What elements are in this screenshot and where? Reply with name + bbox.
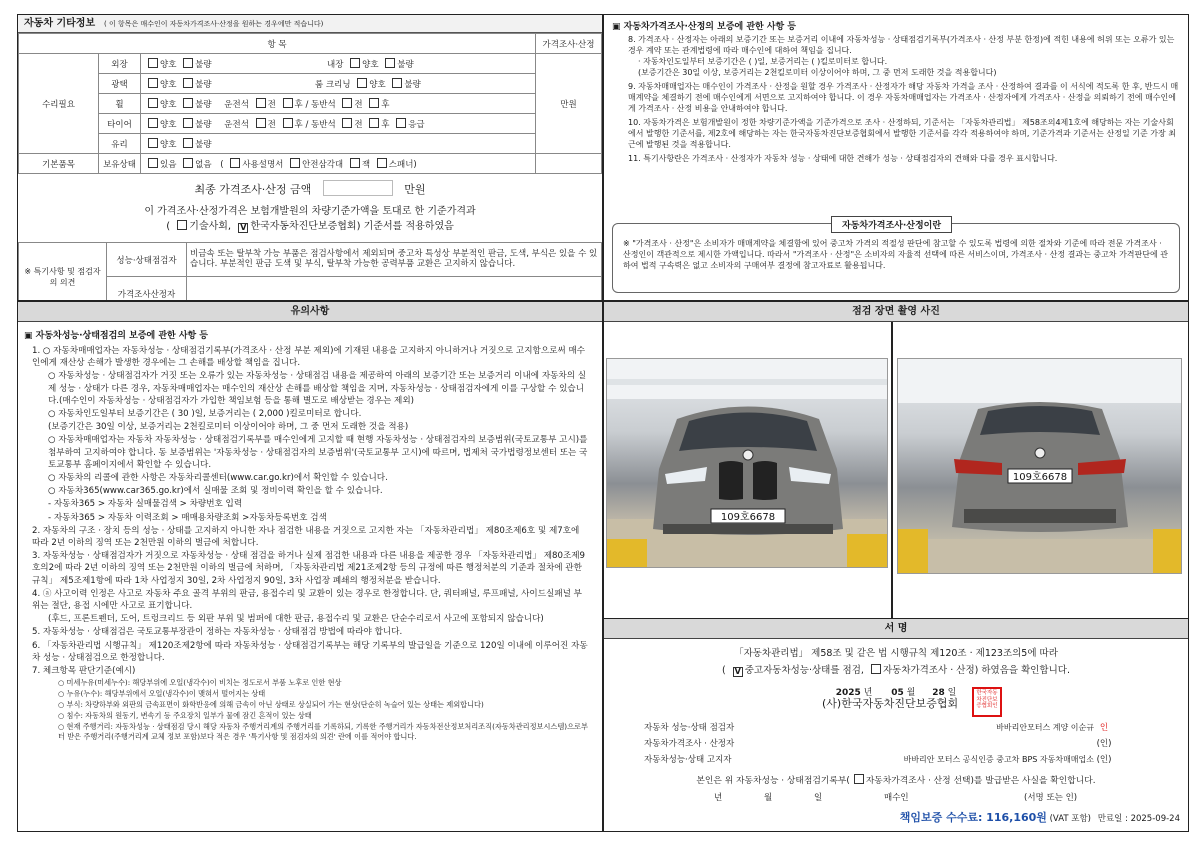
checkbox[interactable] — [396, 118, 406, 128]
price-info-title: 자동차가격조사·산정이란 — [831, 216, 952, 233]
row-glass: 양호 불량 — [141, 134, 536, 154]
checkbox[interactable] — [183, 138, 193, 148]
official-seal: 한국자동차진단보증협회인 — [972, 687, 1002, 717]
checkbox[interactable] — [871, 664, 881, 674]
checkbox[interactable] — [256, 98, 266, 108]
row-label-glass: 유리 — [99, 134, 141, 154]
note-item: 1. ○ 자동차매매업자는 자동차성능 · 상태점검기록부(가격조사 · 산정 부분 제외)에 기재된 내용을 고지하지 아니하거나 거짓으로 고지함으로써 매수인에게 재산상 손해가 발생한 경우에는 그 손해를 배상할 책임을 집니다. — [32, 346, 586, 369]
checkbox[interactable] — [148, 58, 158, 68]
checkbox[interactable] — [183, 58, 193, 68]
standard-line-1: 이 가격조사·산정가격은 보험개발원의 차량기준가액을 토대로 한 기준가격과 — [144, 206, 476, 217]
section-title: 자동차 기타정보 — [24, 18, 96, 29]
section-note: ( 이 항목은 매수인이 자동차가격조사·산정을 원하는 경우에만 적습니다) — [103, 20, 324, 28]
checkbox[interactable] — [148, 78, 158, 88]
para-8b: · 자동차인도일부터 보증기간은 ( )일, 보증거리는 ( )킬로미터로 합니다. — [638, 57, 888, 66]
checkbox[interactable] — [148, 138, 158, 148]
fee-label: 책임보증 수수료: 116,160원 — [899, 811, 1047, 824]
row-tire: 양호 불량 운전석 전 후 / 동반석 전 후 응급 — [141, 114, 536, 134]
note-item: ○ 자동차365(www.car365.go.kr)에서 실매물 조회 및 정비이력 확인을 할 수 있습니다. — [48, 486, 383, 497]
row-label-interior: 내장 — [326, 59, 344, 70]
special-notes-table — [18, 242, 602, 300]
photo-sign-panel — [604, 302, 1188, 831]
receipt-line: 본인은 위 자동차성능 · 상태점검기록부( 자동차가격조사 · 산정 선택)를 발급받은 사실을 확인합니다. — [696, 776, 1096, 786]
checkbox[interactable] — [177, 220, 187, 230]
fee-row: 책임보증 수수료: 116,160원 (VAT 포함) 만료일 : 2025-09-24 — [899, 811, 1180, 824]
para-10: 10. 자동차가격은 보험개발원이 정한 차량기준가액을 기준가격으로 조사 · 산정하되, 기준서는 「자동차관리법」 제58조의4제1호에 해당하는 자는 기술사회에서 발행한 기준서를, 제2호에 해당하는 자는 한국자동차진단보증협회에서 발행한 기준서를 각각 적용하여야 하며, 기준가격과 기준서는 산정일 기준 가장 최근에 발행된 것을 적용합니다. — [628, 118, 1176, 149]
note-item: - 자동차365 > 자동차 이력조회 > 매매용차량조회 >자동차등록번호 검색 — [48, 512, 327, 523]
checkbox[interactable] — [183, 78, 193, 88]
note-item: - 자동차365 > 자동차 실매물검색 > 차량번호 입력 — [48, 499, 243, 510]
notes-title: 유의사항 — [18, 302, 602, 322]
checkbox[interactable] — [357, 78, 367, 88]
price-unit: 만원 — [536, 54, 602, 154]
law-line: 「자동차관리법」 제58조 및 같은 법 시행규칙 제120조 · 제123조의5에 따라 — [734, 648, 1058, 659]
signer-rows — [644, 719, 1164, 767]
buyer-sign: (서명 또는 인) — [1024, 793, 1078, 803]
criteria-item: ○ 부식: 차량하부와 외판의 금속표면이 화학반응에 의해 금속이 아닌 상태로 상실되어 가는 현상(단순히 녹슬어 있는 상태는 제외합니다) — [58, 700, 484, 710]
repair-label: 수리필요 — [19, 54, 99, 154]
note-item: ○ 자동차성능 · 상태점검자가 거짓 또는 오류가 있는 자동차성능 · 상태점검 내용을 제공하여 아래의 보증기간 또는 보증거리 이내에 자동차의 실제 성능 · 상태가 다른 경우, 자동차매매업자는 매수인의 재산상 손해를 배상할 책임을 지며, 자동차성능 · 상태점검자에게 이를 구상할 수 있습니다.(매수인이 자동차성능 · 상태점검자가 가입한 책임보험 등을 통해 별도로 배상받는 경우는 제외) — [48, 371, 587, 406]
note-item: 3. 자동차성능 · 상태점검자가 거짓으로 자동차성능 · 상태 점검을 하거나 실제 점검한 내용과 다른 내용을 제공한 경우 「자동차관리법」 제80조제9호의2에 따라 2년 이하의 징역 또는 2천만원 이하의 벌금에 처하며, 「자동차관리법 제21조제2항 등의 규정에 따른 행정처분의 기준과 절차에 관한 규칙」 제5조제1항에 따라 1차 사업정지 30일, 2차 사업정지 90일, 3차 사업장 폐쇄의 행정처분을 받습니다. — [32, 551, 586, 586]
role-2-seal: (인) — [1096, 739, 1112, 749]
final-price-unit: 만원 — [404, 183, 426, 196]
final-price-input[interactable] — [323, 180, 393, 196]
other-info-table — [18, 33, 602, 174]
checkbox[interactable] — [283, 118, 293, 128]
row-wheel: 양호 불량 운전석 전 후 / 동반석 전 후 — [141, 94, 536, 114]
photo-title: 점검 장면 촬영 사진 — [604, 302, 1188, 322]
note-item: 7. 체크항목 판단기준(예시) — [32, 666, 136, 677]
checkbox[interactable] — [385, 58, 395, 68]
notes-list — [18, 341, 602, 677]
checkbox[interactable] — [377, 158, 387, 168]
col-price-header: 가격조사·산정 — [536, 34, 602, 54]
role-1-label: 자동차 성능·상태 점검자 — [644, 723, 735, 733]
checkbox[interactable] — [183, 158, 193, 168]
row-basic-items: 있음 없음 ( 사용설명서 안전삼각대 잭 스패너) — [141, 154, 536, 174]
checkbox[interactable] — [183, 118, 193, 128]
checkbox[interactable] — [342, 118, 352, 128]
criteria-item: ○ 현재 주행거리: 자동차성능 · 상태점검 당시 해당 자동차 주행거리계의 주행거리를 기록하되, 기록한 주행거리가 자동차전산정보처리조직(자동차관리정보시스템)으로부터 받은 주행거리(주행거리계 교체 정보 포함)보다 적은 경우 '특기사항 및 점검자의 의견' 란에 이를 적어야 합니다. — [58, 722, 588, 742]
checkbox-checked[interactable]: V — [240, 223, 247, 232]
rear-car-image — [898, 359, 1182, 574]
basic-items-label: 기본품목 — [19, 154, 99, 174]
buyer-row: 년 월 일 매수인 (서명 또는 인) — [714, 793, 1078, 803]
para-8: 8. 가격조사 · 산정자는 아래의 보증기간 또는 보증거리 이내에 자동차성능 · 상태점검기록부(가격조사 · 산정 부분 한정)에 적힌 내용에 허위 또는 오류가 있는 경우 계약 또는 관계법령에 따라 매수인에 대하여 책임을 집니다. — [628, 35, 1175, 55]
rear-plate: 109호6678 — [1012, 472, 1068, 483]
row-label-exterior: 외장 — [99, 54, 141, 74]
price-warranty-panel — [604, 15, 1188, 300]
para-9: 9. 자동차매매업자는 매수인이 가격조사 · 산정을 원할 경우 가격조사 · 산정자가 해당 자동차 가격을 조사 · 산정하여 결과를 이 서식에 적도록 한 후, 반드시 매매계약을 체결하기 전에 매수인에게 서면으로 고지하여야 합니다. 이 경우 자동차매매업자는 가격조사 · 산정자에게 가격조사 · 산정을 의뢰하기 전에 매수인에게 가격조사 · 산정 비용을 안내하여야 합니다. — [628, 82, 1179, 113]
notes-heading: ▣ 자동차성능·상태점검의 보증에 관한 사항 등 — [24, 331, 209, 341]
note-item: 5. 자동차성능 · 상태점검은 국토교통부장관이 정하는 자동차성능 · 상태점검 방법에 따라야 합니다. — [32, 627, 403, 638]
row-label-gloss: 광택 — [99, 74, 141, 94]
buyer-label: 매수인 — [884, 793, 909, 803]
role-3-label: 자동차성능·상태 고지자 — [644, 755, 732, 765]
checkbox[interactable] — [350, 58, 360, 68]
role-3-value: 바바리안 모터스 공식인증 중고차 BPS 자동차매매업소 — [903, 754, 1094, 764]
price-info-box — [612, 223, 1180, 293]
row-label-room: 룸 크리닝 — [314, 79, 351, 90]
note-item: ○ 자동차매매업자는 자동차 자동차성능 · 상태점검기록부를 매수인에게 고지할 때 현행 자동차성능 · 상태점검자의 보증범위(국토교통부 고시)를 첨부하여 고지하여야 합니다. 동 보증범위는 '자동차성능 · 상태점검자의 보증범위'(국토교통부 고시)에 따르며, 법제처 국가법령정보센터 또는 국토교통부 홈페이지에서 확인할 수 있습니다. — [48, 435, 588, 470]
signature-section — [604, 618, 1188, 831]
final-price-label: 최종 가격조사·산정 금액 — [194, 183, 312, 196]
checkbox[interactable] — [350, 158, 360, 168]
notes-panel — [18, 302, 602, 831]
role-3-seal: (인) — [1096, 755, 1112, 765]
note-item: ○ 자동차의 리콜에 관한 사항은 자동차리콜센터(www.car.go.kr)에서 확인할 수 있습니다. — [48, 473, 388, 484]
expire-date: 만료일 : 2025-09-24 — [1097, 814, 1180, 824]
confirm-line: ( V 중고자동차성능·상태를 점검, 자동차가격조사 · 산정) 하였음을 확인합니다. — [722, 665, 1070, 676]
standard-line-2: ( 기술사회, V 한국자동차진단보증협회) 기준서를 적용하였음 — [166, 221, 454, 232]
checkbox[interactable] — [148, 118, 158, 128]
checkbox-checked[interactable]: V — [734, 667, 741, 676]
checkbox[interactable] — [854, 774, 864, 784]
rear-photo — [897, 358, 1182, 574]
price-heading: ▣ 자동차가격조사·산정의 보증에 관한 사항 등 — [612, 22, 797, 32]
inspector-perf-text: 비금속 또는 탈부착 가능 부품은 점검사항에서 제외되며 중고차 특성상 부분적인 판금, 도색, 부식은 있을 수 있습니다. 부분적인 판금 도색 및 부식, 탈부착 가능한 공력부품 교환은 고지하지 않습니다. — [187, 243, 602, 277]
note-item: 2. 자동차의 구조 · 장치 등의 성능 · 상태를 고지하지 아니한 자나 점검한 내용을 거짓으로 고지한 자는 「자동차관리법」 제80조제6호 및 제7호에 따라 2년 이하의 징역 또는 2천만원 이하의 벌금에 처합니다. — [32, 525, 580, 549]
sign-title: 서 명 — [604, 619, 1188, 639]
criteria-item: ○ 누유(누수): 해당부위에서 오일(냉각수)이 맺혀서 떨어지는 상태 — [58, 689, 266, 699]
col-item-header: 항 목 — [19, 34, 536, 54]
checkbox[interactable] — [290, 158, 300, 168]
role-1-value: 바바리안모터스 계양 이순규 — [996, 722, 1094, 732]
front-photo — [606, 358, 888, 568]
role-1-seal: 인 — [1099, 723, 1109, 733]
checkbox[interactable] — [148, 158, 158, 168]
checkbox[interactable] — [392, 78, 402, 88]
inspector-price-label: 가격조사산정자 — [107, 277, 187, 301]
note-item: (보증기간은 30일 이상, 보증거리는 2천킬로미터 이상이어야 하며, 그 중 먼저 도래한 것을 적용) — [48, 422, 409, 433]
criteria-list — [18, 678, 602, 742]
special-label: ※ 특기사항 및 점검자의 의견 — [19, 243, 107, 301]
checkbox[interactable] — [148, 98, 158, 108]
para-8c: (보증기간은 30일 이상, 보증거리는 2천킬로미터 이상이어야 하며, 그 중 먼저 도래한 것을 적용합니다) — [638, 68, 997, 77]
row-label-wheel: 휠 — [99, 94, 141, 114]
checkbox[interactable] — [369, 118, 379, 128]
row-gloss: 양호 불량 룸 크리닝 양호 불량 — [141, 74, 536, 94]
checkbox[interactable] — [230, 158, 240, 168]
note-item: 4. ⓐ 사고이력 인정은 사고로 자동차 주요 골격 부위의 판금, 용접수리 및 교환이 있는 경우로 한정합니다. 단, 쿼터패널, 루프패널, 사이드실패널 부위는 절단, 용접 시에만 사고로 표기합니다. — [32, 588, 582, 612]
row-exterior: 양호 불량 내장 양호 불량 — [141, 54, 536, 74]
role-2-label: 자동차가격조사 · 산정자 — [644, 739, 735, 749]
note-item: (후드, 프론트펜더, 도어, 트렁크리드 등 외판 부위 및 범퍼에 대한 판금, 용접수리 및 교환은 단순수리로서 사고에 포함되지 않습니다) — [48, 614, 544, 625]
checkbox[interactable] — [369, 98, 379, 108]
inspector-perf-label: 성능·상태점검자 — [107, 243, 187, 277]
checkbox[interactable] — [342, 98, 352, 108]
org-name: (사)한국자동차진단보증협회 — [822, 697, 959, 710]
criteria-item: ○ 미세누유(미세누수): 해당부위에 오일(냉각수)이 비치는 정도로서 부품 노후로 인한 현상 — [58, 678, 342, 688]
note-item: 6. 「자동차관리법 시행규칙」 제120조제2항에 따라 자동차성능 · 상태점검기록부는 해당 기록부의 발급일을 기준으로 120일 이내에 이루어진 자동차 성능 · 상태점검으로 한정합니다. — [32, 640, 588, 663]
note-item: ○ 자동차인도일부터 보증기간은 ( 30 )일, 보증거리는 ( 2,000 )킬로미터로 합니다. — [48, 409, 362, 420]
checkbox[interactable] — [283, 98, 293, 108]
price-info-text: ※ "가격조사 · 산정"은 소비자가 매매계약을 체결함에 있어 중고차 가격의 적절성 판단에 참고할 수 있도록 법령에 의한 절차와 기준에 따라 전문 가격조사 · 산정인이 객관적으로 제시한 가액입니다. 따라서 "가격조사 · 산정"은 소비자의 자율적 선택에 따른 서비스이며, 가격조사 · 산정 결과는 중고차 가격판단에 관하여 법적 구속력은 없고 소비자의 구매여부 결정에 참고자료로 활용됩니다. — [623, 239, 1168, 270]
criteria-item: ○ 침수: 자동차의 원동기, 변속기 등 주요장치 일부가 물에 잠긴 흔적이 있는 상태 — [58, 711, 312, 721]
front-car-image — [607, 359, 888, 568]
row-label-tire: 타이어 — [99, 114, 141, 134]
other-info-panel — [18, 15, 602, 300]
possession-label: 보유상태 — [99, 154, 141, 174]
front-plate: 109호6678 — [720, 512, 776, 523]
sign-date: 2025 년 05 월 28 일 — [835, 688, 957, 698]
para-11: 11. 특기사항란은 가격조사 · 산정자가 자동차 성능 · 상태에 대한 견해가 성능 · 상태점검자의 견해와 다를 경우 표시합니다. — [628, 154, 1058, 163]
checkbox[interactable] — [256, 118, 266, 128]
checkbox[interactable] — [183, 98, 193, 108]
